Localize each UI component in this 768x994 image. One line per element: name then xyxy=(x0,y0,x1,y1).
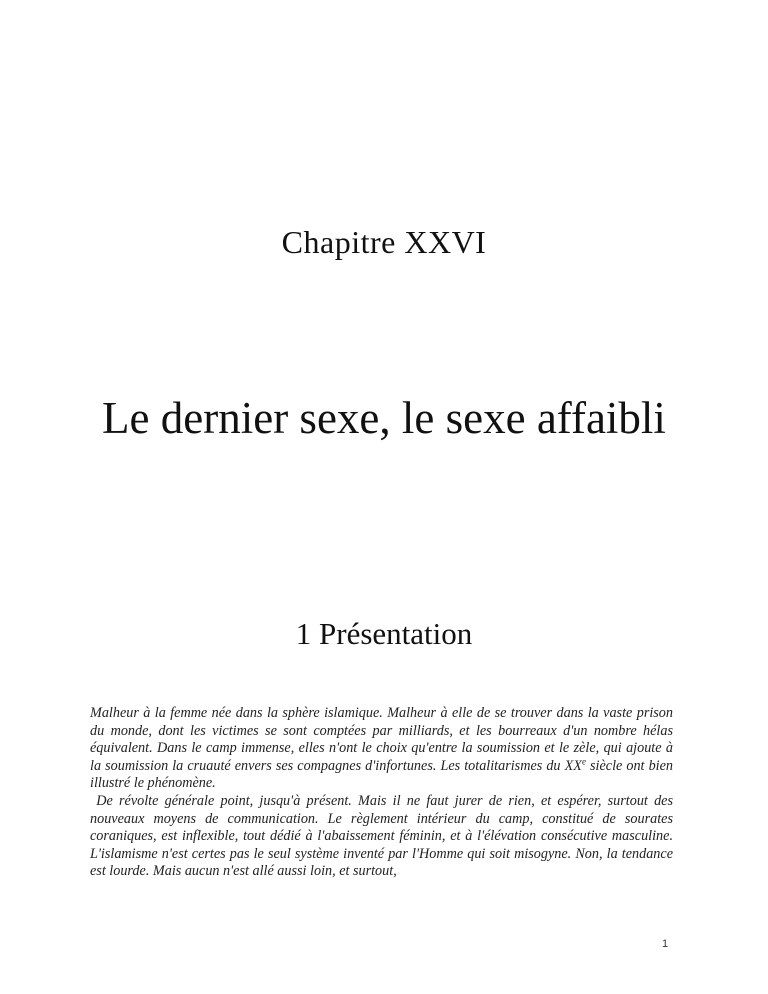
paragraph-1-end: siècle ont bien illustré le phénomène. xyxy=(90,757,673,792)
section-title: 1 Présentation xyxy=(295,616,473,651)
body-text xyxy=(90,705,673,881)
paragraph-1-text: Malheur à la femme née dans la sphère islamique. Malheur à elle de se trouver dans la vaste prison du monde, dont les victimes se sont comptées par milliards, et les bourreaux d'un nombre hélas équivalent. Dans le camp immense, elles n'ont le choix qu'entre la soumission et le zèle, qui ajoute à la soumission la cruauté envers ses compagnes d'infortunes. Les totalitarismes du XX xyxy=(90,705,673,774)
chapter-title: Le dernier sexe, le sexe affaibli xyxy=(102,393,666,443)
chapter-label: Chapitre XXVI xyxy=(281,224,487,260)
paragraph-2-text: De révolte générale point, jusqu'à présent. Mais il ne faut jurer de rien, et espérer, surtout des nouveaux moyens de communication. Le règlement intérieur du camp, constitué de sourates coraniques, est inflexible, tout dédié à l'abaissement féminin, et à l'élévation consécutive masculine. L'islamisme n'est certes pas le seul système inventé par l'Homme qui soit misogyne. Non, la tendance est lourde. Mais aucun n'est allé aussi loin, et surtout, xyxy=(90,792,673,880)
page-number: 1 xyxy=(662,938,669,950)
paragraph-1 xyxy=(90,705,673,793)
paragraph-2 xyxy=(90,793,673,881)
century-superscript: e xyxy=(581,756,586,767)
